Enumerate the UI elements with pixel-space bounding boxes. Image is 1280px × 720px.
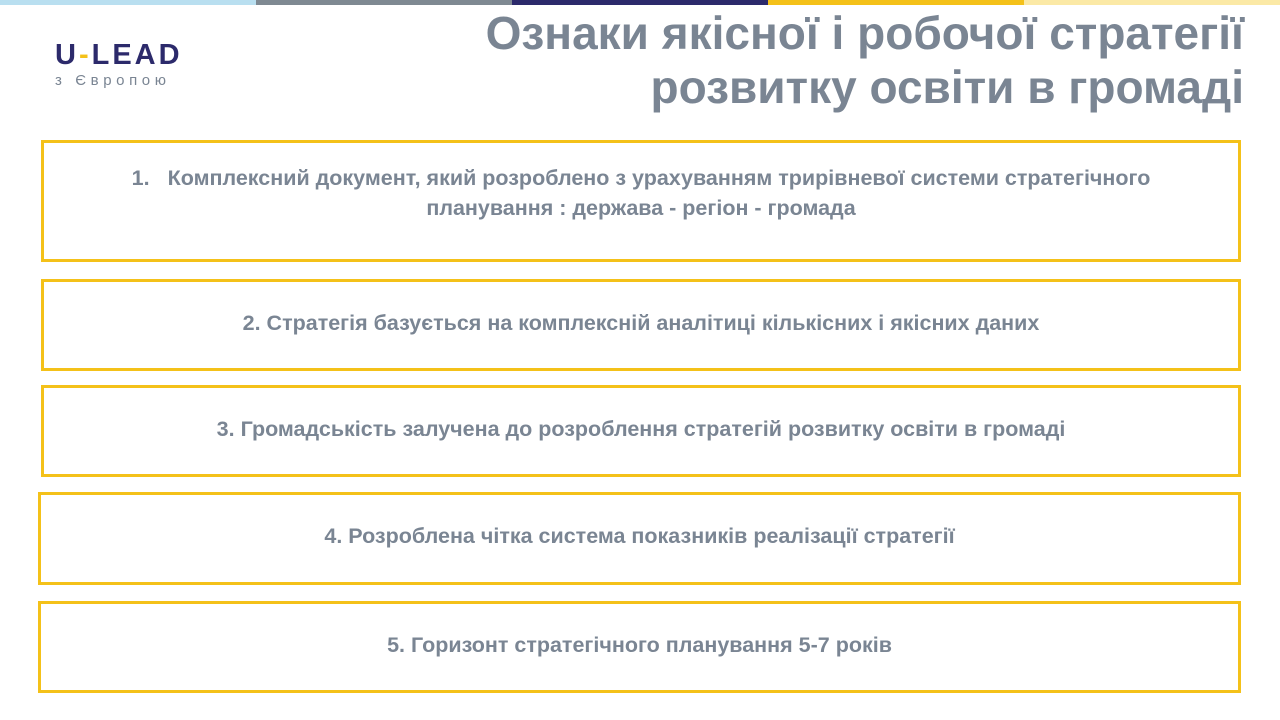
- criterion-text-5: 5. Горизонт стратегічного планування 5-7 років: [387, 632, 892, 657]
- logo-tagline: з Європою: [55, 72, 171, 89]
- logo-lead: LEAD: [91, 39, 183, 71]
- criterion-box-1: [41, 140, 1241, 262]
- criterion-box-3: [41, 385, 1241, 477]
- criterion-1-line-2: планування : держава - регіон - громада: [426, 196, 856, 220]
- logo-dash: -: [78, 39, 92, 71]
- strip-segment-gray: [256, 0, 512, 5]
- slide-title: [304, 6, 1244, 114]
- logo-u: U: [55, 39, 79, 71]
- criterion-text-4: 4. Розроблена чітка система показників реалізації стратегії: [324, 524, 955, 548]
- criterion-text-2: 2. Стратегія базується на комплексній аналітиці кількісних і якісних даних: [242, 310, 1040, 335]
- criterion-box-4: [38, 492, 1241, 585]
- strip-segment-navy: [512, 0, 768, 5]
- criterion-box-2: [41, 279, 1241, 371]
- criterion-1-line-1-text: Комплексний документ, який розроблено з урахуванням трирівневої системи стратегічного: [167, 166, 1151, 190]
- criterion-box-5: [38, 601, 1241, 693]
- slide-title-line-1: Ознаки якісної і робочої стратегії: [485, 7, 1244, 59]
- strip-segment-light-blue: [0, 0, 256, 5]
- strip-segment-pale-yellow: [1024, 0, 1280, 5]
- slide-title-line-2: розвитку освіти в громаді: [650, 61, 1244, 113]
- criterion-1-number: 1.: [131, 166, 150, 190]
- top-color-strip: [0, 0, 1280, 5]
- criterion-1-line-1: [132, 163, 1151, 193]
- strip-segment-yellow: [768, 0, 1024, 5]
- logo-wordmark: [55, 40, 215, 70]
- criterion-text-3: 3. Громадськість залучена до розроблення стратегій розвитку освіти в громаді: [216, 416, 1066, 441]
- u-lead-logo: [55, 40, 215, 90]
- criterion-text-1: [132, 163, 1151, 223]
